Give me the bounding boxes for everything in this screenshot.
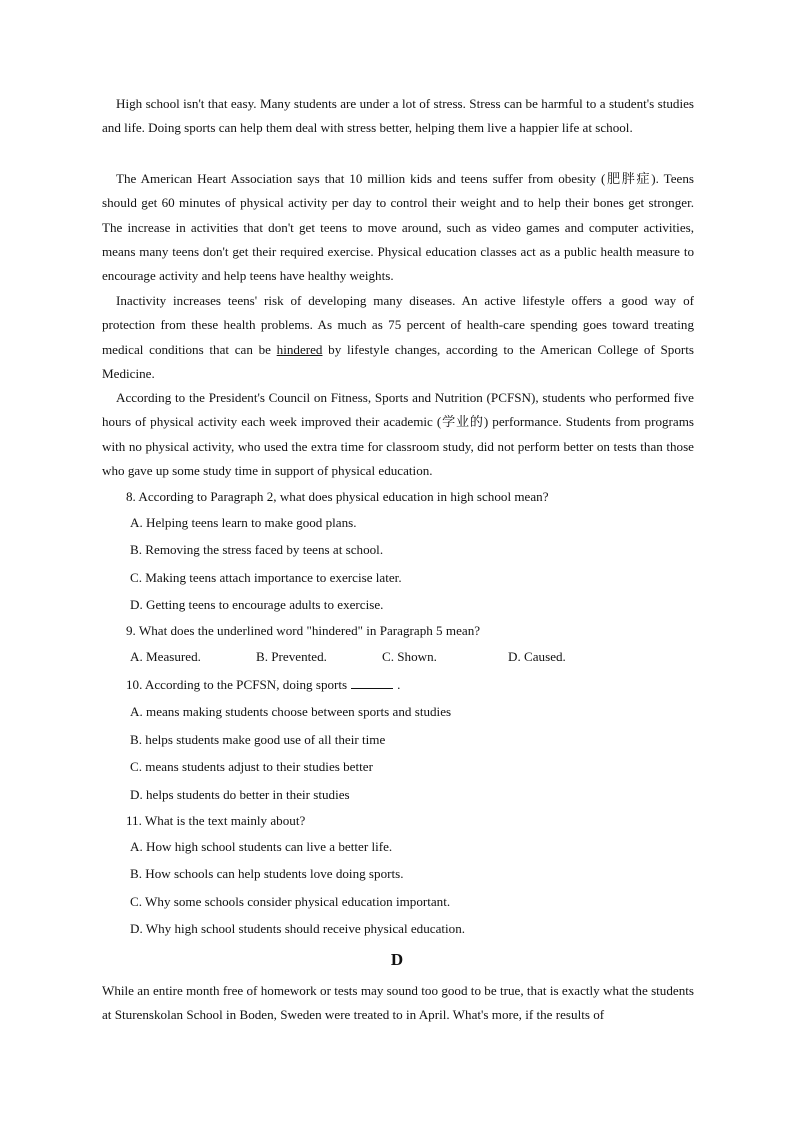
question-9-option-b[interactable]: B. Prevented. [256, 649, 327, 664]
passage-paragraph-1: High school isn't that easy. Many students are under a lot of stress. Stress can be harmful to a student's studies and life. Doing sports can help them deal with stress better, helping them live a happier life at school. [102, 96, 694, 136]
passage-paragraph-3: Inactivity increases teens' risk of developing many diseases. An active lifestyle offers a good way of protection from these health problems. As much as 75 percent of health-care spending goes toward treating medical conditions that can be hindered by lifestyle changes, according to the American College of Sports Medicine. [102, 293, 694, 381]
question-10-option-b[interactable]: B. helps students make good use of all their time [130, 732, 386, 747]
passage-paragraph-4: According to the President's Council on Fitness, Sports and Nutrition (PCFSN), students who performed five hours of physical activity each week improved their academic (学业的) performance. Students from programs with no physical activity, who used the extra time for classroom study, did not perform better on tests than those who gave up some study time in support of physical education. [102, 390, 694, 478]
question-11-option-a[interactable]: A. How high school students can live a better life. [130, 839, 393, 854]
section-d-paragraph-1: While an entire month free of homework or tests may sound too good to be true, that is exactly what the students at Sturenskolan School in Boden, Sweden were treated to in April. What's more, if the results of [102, 983, 694, 1023]
question-8-option-c[interactable]: C. Making teens attach importance to exercise later. [130, 570, 402, 585]
question-9-option-d[interactable]: D. Caused. [508, 649, 566, 664]
question-11-option-c[interactable]: C. Why some schools consider physical education important. [130, 894, 451, 909]
question-9-option-a[interactable]: A. Measured. [130, 649, 201, 664]
question-9-stem: 9. What does the underlined word "hindered" in Paragraph 5 mean? [126, 623, 481, 638]
question-10-stem: 10. According to the PCFSN, doing sports . [126, 677, 401, 692]
question-8-stem: 8. According to Paragraph 2, what does physical education in high school mean? [126, 489, 549, 504]
underlined-word-hindered: hindered [276, 341, 323, 357]
question-10-option-d[interactable]: D. helps students do better in their studies [130, 787, 350, 802]
answer-blank [351, 675, 393, 689]
question-11-option-d[interactable]: D. Why high school students should receive physical education. [130, 921, 466, 936]
question-8-option-d[interactable]: D. Getting teens to encourage adults to exercise. [130, 597, 384, 612]
section-title-d: D [390, 950, 404, 969]
question-8-option-b[interactable]: B. Removing the stress faced by teens at school. [130, 542, 384, 557]
passage-paragraph-2: The American Heart Association says that 10 million kids and teens suffer from obesity (肥胖症). Teens should get 60 minutes of physical activity per day to control their weight and to help their bones get stronger. The increase in activities that don't get teens to move around, such as video games and computer activities, means many teens don't get their required exercise. Physical education classes act as a public health measure to encourage activity and help teens have healthy weights. [102, 171, 694, 284]
question-8-option-a[interactable]: A. Helping teens learn to make good plans. [130, 515, 357, 530]
question-9-option-c[interactable]: C. Shown. [382, 649, 437, 664]
question-11-option-b[interactable]: B. How schools can help students love doing sports. [130, 866, 404, 881]
question-10-option-a[interactable]: A. means making students choose between sports and studies [130, 704, 452, 719]
question-10-option-c[interactable]: C. means students adjust to their studies better [130, 759, 373, 774]
question-11-stem: 11. What is the text mainly about? [126, 813, 306, 828]
